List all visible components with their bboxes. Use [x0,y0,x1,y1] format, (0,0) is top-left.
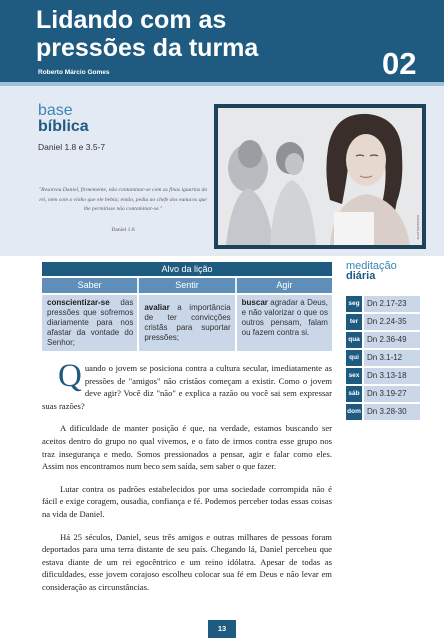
saber-text: das pressões que sofremos diariamente para nos afastar da vontade do Senhor; [47,298,134,347]
reading-reference: Dn 3.1-12 [364,350,420,366]
lesson-goal-table [42,262,332,351]
page-number: 13 [208,620,236,638]
column-agir: Agir [235,278,332,293]
header-band [0,0,444,82]
meditacao-label-big: diária [346,270,376,282]
lesson-goal-columns [42,278,332,293]
reading-reference: Dn 2.24-35 [364,314,420,330]
column-sentir: Sentir [137,278,234,293]
reading-reference: Dn 2.17-23 [364,296,420,312]
agir-keyword: buscar [241,298,268,307]
reading-day: sex [346,368,362,384]
reading-reference: Dn 3.13-18 [364,368,420,384]
bible-quote: "Resolveu Daniel, firmemente, não contaminar-se com as finas iguarias do rei, nem com o vinho que ele bebia; então, pediu ao chefe dos eunucos que lhe permitisse não contaminar-se." [38,187,208,212]
article-paragraph: Há 25 séculos, Daniel, seus três amigos e outras milhares de pessoas foram deportados para uma terra distante de seu país. Chegando lá, Daniel percebeu que estava diante de um rei egocêntrico e um reino idólatra. Apesar de todas as dificuldades, esse jovem corajoso escolheu colocar sua fé em Deus e não levar em consideração as circunstâncias. [42,531,332,592]
base-biblica-reference: Daniel 1.8 e 3.5-7 [38,142,106,152]
reading-day: qui [346,350,362,366]
cell-saber [42,295,137,351]
sentir-keyword: avaliar [144,302,170,312]
lesson-title: Lidando com as pressões da turma [36,6,259,62]
daily-readings [346,296,420,422]
reading-row [346,332,420,348]
reading-row [346,314,420,330]
cell-sentir [139,295,234,351]
author-name: Roberto Márcio Gomes [38,69,110,76]
reading-row [346,404,420,420]
article-paragraph [42,358,332,412]
reading-day: seg [346,296,362,312]
column-saber: Saber [77,280,102,290]
reading-row [346,386,420,402]
reading-day: ter [346,314,362,330]
paragraph-text: uando o jovem se posiciona contra a cultura secular, imediatamente as pressões de "amigos" não cristãos começam a existir. Como o jovem deve agir? Você diz "não" e explica a razão ou você sai sem expressar suas razões? [42,363,332,411]
reading-reference: Dn 2.36-49 [364,332,420,348]
lesson-goal-body [42,295,332,351]
reading-day: sáb [346,386,362,402]
photo-credit: SHUTTERSTOCK [416,214,420,239]
cell-agir [237,295,332,351]
article-paragraph: Lutar contra os padrões estabelecidos por uma sociedade corrompida não é fácil e exige coragem, ousadia, confiança e fé. Podemos perceber todas essas coisas na vida de Daniel. [42,483,332,519]
meditacao-label-small: meditação [346,260,397,272]
dropcap: Q [58,358,82,394]
reading-row [346,296,420,312]
lesson-number: 02 [382,46,417,81]
photo-girls-gossiping [218,108,422,245]
sentir-text: a importância de ter convicções cristãs para suportar pressões; [144,302,231,342]
reading-row [346,368,420,384]
photo-frame [214,104,426,249]
reading-day: qua [346,332,362,348]
base-biblica-label-small: base [38,102,73,119]
saber-keyword: conscientizar-se [47,298,110,307]
reading-reference: Dn 3.28-30 [364,404,420,420]
reading-day: dom [346,404,362,420]
photo-illustration [218,108,422,245]
base-biblica-label-big: bíblica [38,118,89,135]
reading-reference: Dn 3.19-27 [364,386,420,402]
bible-quote-reference: Daniel 1.8 [111,227,135,233]
reading-row [346,350,420,366]
article-paragraph: A dificuldade de manter posição é que, na verdade, estamos buscando ser aceitos dentro do grupo no qual vivemos, e o fato de irmos contra esse grupo nos traz insegurança e medo. Somos pressionados a pensar, agir e falar como eles. Assim nos encontramos num beco sem saída, sem saber o que fazer. [42,423,332,472]
agir-text: agradar a Deus, e não valorizar o que os outros pensam, falam ou fazem contra si. [241,298,328,337]
article-body [42,358,332,604]
lesson-goal-title: Alvo da lição [42,262,332,276]
